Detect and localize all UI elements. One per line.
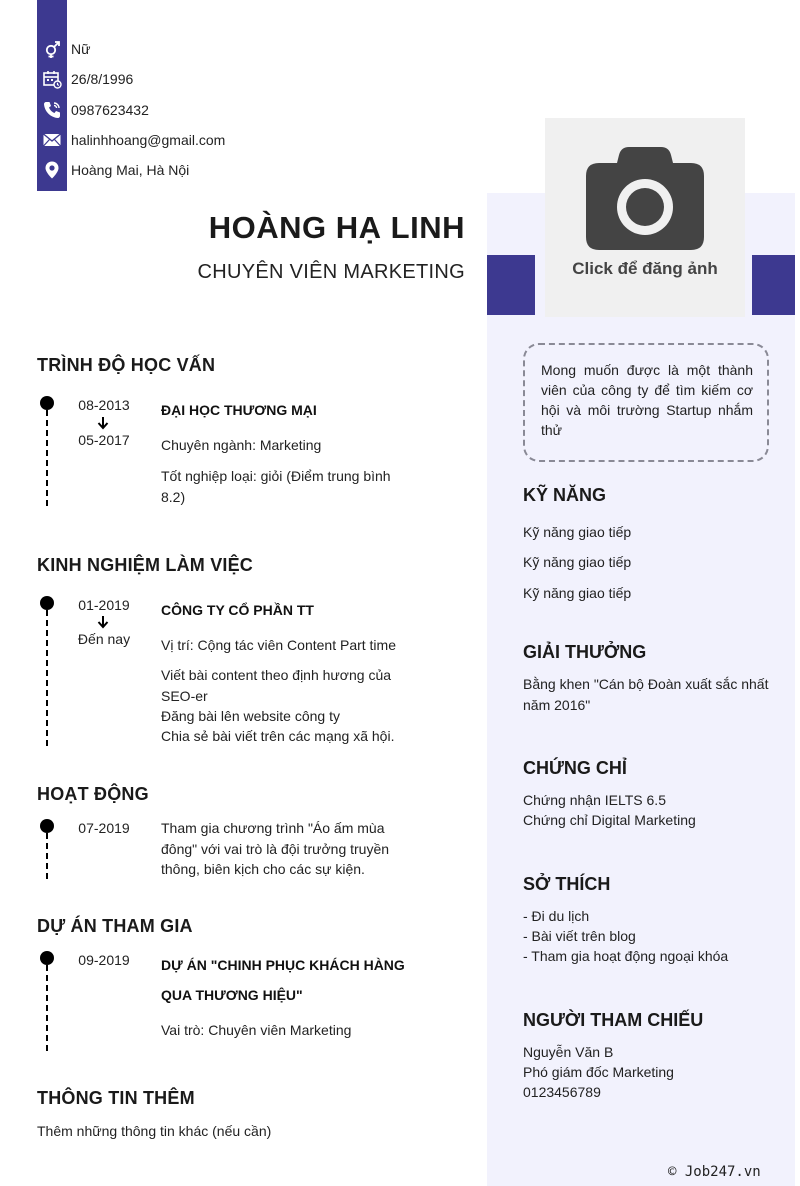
- experience-duty: Chia sẻ bài viết trên các mạng xã hội.: [161, 728, 395, 744]
- education-detail: Tốt nghiệp loại: giỏi (Điểm trung bình 8.2): [161, 468, 391, 505]
- experience-start-date: 01-2019: [78, 597, 130, 613]
- references-heading: NGƯỜI THAM CHIẾU: [523, 1010, 704, 1030]
- hobby-item: - Tham gia hoạt động ngoại khóa: [523, 948, 729, 964]
- reference-item: Phó giám đốc Marketing: [523, 1064, 674, 1080]
- education-start-date: 08-2013: [78, 397, 130, 413]
- phone-text: 0987623432: [71, 102, 149, 118]
- reference-item: 0123456789: [523, 1084, 601, 1100]
- experience-end-date: Đến nay: [77, 631, 131, 647]
- skill-item: Kỹ năng giao tiếp: [523, 585, 632, 601]
- job-title: CHUYÊN VIÊN MARKETING: [197, 261, 465, 283]
- certificate-item: Chứng nhận IELTS 6.5: [523, 792, 666, 808]
- experience-company: CÔNG TY CỔ PHẦN TT: [161, 602, 314, 618]
- arrow-down-icon: [96, 416, 110, 430]
- calendar-icon: [37, 64, 67, 94]
- experience-heading: KINH NGHIỆM LÀM VIỆC: [37, 555, 254, 575]
- email-text[interactable]: halinhhoang@gmail.com: [71, 132, 226, 148]
- timeline-line: [46, 610, 48, 746]
- project-title: QUA THƯƠNG HIỆU": [161, 987, 303, 1003]
- gender-icon: [37, 34, 67, 64]
- address-text: Hoàng Mai, Hà Nội: [71, 162, 190, 178]
- skill-item: Kỹ năng giao tiếp: [523, 524, 632, 540]
- hobbies-heading: SỞ THÍCH: [523, 874, 611, 894]
- career-objective: Mong muốn được là một thành viên của công ty để tìm kiếm cơ hội và môi trường Startup nhắm thử: [523, 343, 769, 462]
- activity-text: Tham gia chương trình "Áo ấm mùa đông" với vai trò là đội trưởng truyền thông, biên kịch cho các sự kiện.: [161, 820, 390, 877]
- contact-address: [37, 155, 337, 185]
- timeline-line: [46, 410, 48, 506]
- education-end-date: 05-2017: [78, 432, 130, 448]
- extra-text: Thêm những thông tin khác (nếu cần): [37, 1123, 272, 1139]
- location-icon: [37, 155, 67, 185]
- timeline-line: [46, 965, 48, 1051]
- timeline-dot: [40, 396, 54, 410]
- education-detail: Chuyên ngành: Marketing: [161, 437, 322, 453]
- certificate-item: Chứng chỉ Digital Marketing: [523, 812, 696, 828]
- experience-duty: Đăng bài lên website công ty: [161, 708, 340, 724]
- contact-email: [37, 125, 337, 155]
- arrow-down-icon: [96, 615, 110, 629]
- project-role: Vai trò: Chuyên viên Marketing: [161, 1022, 352, 1038]
- activities-heading: HOẠT ĐỘNG: [37, 784, 149, 804]
- camera-icon: [585, 147, 705, 251]
- photo-upload-label: Click để đăng ảnh: [572, 259, 718, 278]
- award-text: Bằng khen "Cán bộ Đoàn xuất sắc nhất năm 2016": [523, 676, 769, 713]
- candidate-name: HOÀNG HẠ LINH: [208, 210, 465, 245]
- reference-item: Nguyễn Văn B: [523, 1044, 614, 1060]
- extra-heading: THÔNG TIN THÊM: [37, 1088, 195, 1108]
- hobby-item: - Đi du lịch: [523, 908, 590, 924]
- gender-text: Nữ: [71, 41, 91, 57]
- contact-gender: [37, 34, 337, 64]
- skill-item: Kỹ năng giao tiếp: [523, 554, 632, 570]
- timeline-line: [46, 833, 48, 879]
- email-icon: [37, 125, 67, 155]
- hobby-item: - Bài viết trên blog: [523, 928, 636, 944]
- education-heading: TRÌNH ĐỘ HỌC VẤN: [37, 355, 216, 375]
- timeline-dot: [40, 951, 54, 965]
- contact-dob: [37, 64, 337, 94]
- accent-block-left: [487, 255, 535, 315]
- awards-heading: GIẢI THƯỞNG: [523, 642, 647, 662]
- education-school: ĐẠI HỌC THƯƠNG MẠI: [161, 402, 317, 418]
- project-date: 09-2019: [78, 952, 130, 968]
- contact-phone: [37, 95, 337, 125]
- projects-heading: DỰ ÁN THAM GIA: [37, 916, 193, 936]
- footer-brand: © Job247.vn: [668, 1164, 761, 1180]
- timeline-dot: [40, 596, 54, 610]
- phone-icon: [37, 95, 67, 125]
- activity-date: 07-2019: [78, 820, 130, 836]
- accent-block-right: [752, 255, 795, 315]
- project-title: DỰ ÁN "CHINH PHỤC KHÁCH HÀNG: [161, 957, 405, 973]
- photo-upload-button[interactable]: [545, 118, 745, 317]
- timeline-dot: [40, 819, 54, 833]
- skills-heading: KỸ NĂNG: [523, 485, 607, 505]
- experience-duty: Viết bài content theo định hương của SEO-er: [161, 667, 392, 704]
- dob-text: 26/8/1996: [71, 71, 134, 87]
- certificates-heading: CHỨNG CHỈ: [523, 758, 627, 778]
- experience-position: Vị trí: Cộng tác viên Content Part time: [161, 637, 396, 653]
